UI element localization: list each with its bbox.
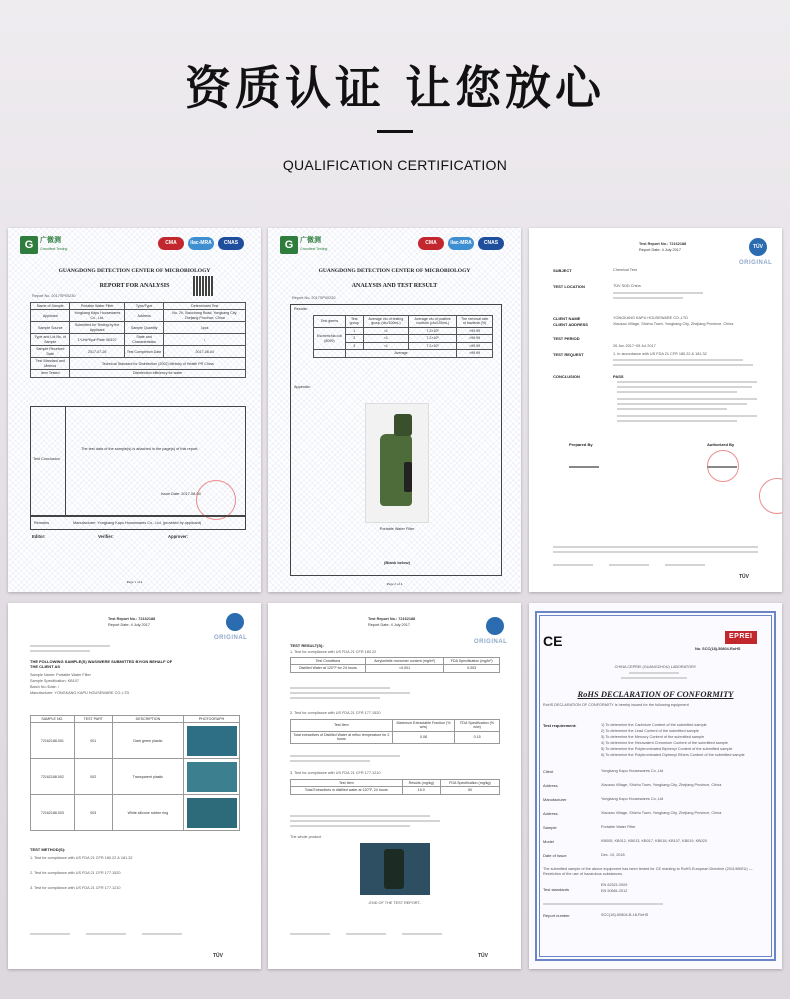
issue-date: Issue Date: 2017-08-04 [161, 492, 201, 496]
certificate-card-gd-result[interactable] [268, 228, 521, 592]
ilac-badge: ilac-MRA [188, 237, 214, 250]
result-table-3 [290, 779, 500, 795]
results-label: Results: [294, 307, 308, 311]
test-item: 2) To determine the Lead Content of the submitted sample [601, 729, 699, 733]
ce-mark-icon: CE [543, 633, 563, 649]
editor-label: Editor: [32, 534, 46, 539]
test-period-value: 26 Jun 2017~05 Jul 2017 [613, 344, 656, 348]
sample-name: Sample Name: Portable Water Filter [30, 673, 91, 677]
address-label: Address [543, 783, 558, 788]
table-row: Sample Received Date 2017-07-26 Test Completion Date 2017-08-04 [31, 346, 246, 358]
rohs-title: RoHS DECLARATION OF CONFORMITY [577, 689, 734, 699]
original-watermark: ORIGINAL [474, 639, 508, 645]
results-table [313, 315, 493, 358]
batch-no: Batch No./Date: / [30, 685, 59, 689]
eprei-logo: EPREI [725, 631, 757, 644]
cma-badge: CMA [158, 237, 184, 250]
table-row: 72162188.001 001 Dark green plastic [31, 723, 240, 759]
approver-label: Approver: [168, 534, 189, 539]
remarks-box [30, 516, 246, 530]
sample-label: Sample [543, 825, 557, 830]
table-row: Test Conditions Acrylonitrile monomer content (mg/in²) FDA Specification (mg/in²) [291, 658, 500, 665]
report-date: Report Date: 4 July 2017 [368, 623, 411, 627]
remarks-text: Manufacturer: Yongkang Kapu Housewares Co., Ltd. (provided by applicant) [73, 521, 202, 525]
cnas-badge: CNAS [218, 237, 244, 250]
report-number: Report No. 2017SP00230 [292, 296, 336, 300]
client-address-label: CLIENT ADDRESS [553, 322, 588, 327]
test-request-label: TEST REQUEST [553, 352, 584, 357]
standard-item: EN 62321:2009 [601, 883, 628, 887]
method-item: 1. Test for compliance with US FDA 21 CFR 180.22 & 181.32 [30, 856, 133, 860]
table-row: Test germs Test group Average cfu of testing group (cfu/100mL) Average cfu of positive controls (cfu/100mL) The removal rate of bacteria (%) [314, 316, 493, 328]
address-value: Xiaozao Village, Shizhu Town, Yongkang City, Zhejiang Province, China [601, 811, 722, 815]
client-value: Yongkang Kapu Housewares Co.,Ltd [601, 769, 664, 773]
gd-logo-subtext: Grandtest Testing [300, 247, 328, 251]
table-row: 3 <1 7.2×10⁵ >99.99 [314, 342, 493, 349]
photo-caption: Portable Water Filter [379, 527, 415, 531]
official-seal-icon [196, 480, 236, 520]
signature-icon [707, 466, 737, 468]
sample-photo [187, 798, 237, 828]
sample-photo [187, 726, 237, 756]
test-item: 3) To determine the Mercury Content of the submitted sample [601, 735, 705, 739]
standard-item: EN 50581:2012 [601, 889, 628, 893]
section-1-title: 1. Test for compliance with US FDA 21 CFR 180.22 [290, 650, 377, 654]
model-value: KB005, KB012, KB013, KB017, KB018, KB107, KB019, KB020 [601, 839, 707, 843]
test-requirement-label: Test requirement: [543, 723, 577, 728]
original-watermark: ORIGINAL [214, 635, 248, 641]
client-label: Client [543, 769, 554, 774]
water-filter-icon [384, 849, 404, 889]
authorized-by-label: Authorized By [707, 442, 735, 447]
client-address-value: Xiaozao Village, Shizhu Town, Yongkang City, Zhejiang Province, China [613, 322, 734, 326]
table-row: Test Item Results (mg/kg) FDA Specification (mg/kg) [291, 780, 500, 787]
table-row: SAMPLE NO. TEST PART DESCRIPTION PHOTOGRAPH [31, 716, 240, 723]
location-label: TEST LOCATION [553, 284, 585, 289]
org-name: GUANGDONG DETECTION CENTER OF MICROBIOLOGY [318, 268, 471, 274]
test-period-label: TEST PERIOD [553, 336, 580, 341]
table-row: Test Item Maximum Extractable Fraction (% w/w) FDA Specification (% w/w) [291, 720, 500, 732]
table-row: Total Extractives in distilled water at 120°F, 24 hours 15.0 50 [291, 787, 500, 794]
gd-logo-icon: G [20, 236, 38, 254]
method-item: 3. Test for compliance with US FDA 21 CFR 177.1210 [30, 886, 121, 890]
tuv-footer-logo: TÜV [739, 574, 749, 580]
table-row: Distilled Water at 120°F for 24 hours <0.001 0.003 [291, 665, 500, 672]
tuv-logo-icon: TÜV [749, 238, 767, 256]
address-value: Xiaozao Village, Shizhu Town, Yongkang City, Zhejiang Province, China [601, 783, 722, 787]
subject-label: SUBJECT [553, 268, 572, 273]
report-date: Report Date: 4 July 2017 [108, 623, 151, 627]
report-number: Test Report No.: 72162188 [639, 242, 687, 246]
certificate-card-tuv-summary[interactable] [529, 228, 782, 592]
end-of-report: -END OF THE TEST REPORT- [368, 901, 421, 905]
sample-info-table [30, 302, 246, 378]
original-watermark: ORIGINAL [739, 260, 773, 266]
conclusion-value: PASS [613, 374, 624, 379]
gd-logo-text: 广微测 [40, 237, 61, 244]
table-row: Item Tested Disinfection efficiency for water [31, 370, 246, 377]
certificate-card-tuv-results[interactable] [268, 603, 521, 969]
report-date: Report Date: 4 July 2017 [639, 248, 682, 252]
partial-seal-icon [759, 478, 782, 514]
section-3-title: 3. Test for compliance with US FDA 21 CFR 177.1210 [290, 771, 381, 775]
page-title: 资质认证 让您放心 [184, 61, 605, 115]
certificate-card-tuv-samples[interactable] [8, 603, 261, 969]
tuv-footer-logo: TÜV [213, 953, 223, 959]
certificate-number: No. SCC(18)-50804-RoHS [695, 647, 741, 651]
conformity-statement: The submitted sample of the above equipment has been tested for CE marking to RoHS European Directive (2011/65/EU) — Restriction of the use of hazardous substances. [543, 867, 753, 876]
table-row: Name of Sample Portable Water Filter Type/Type Determinant Test [31, 303, 246, 310]
table-row: Type and Lot No. of Sample 1*Unit*Kpa*Plate XB107 State and Characteristics / [31, 334, 246, 346]
client-name-value: YONGKANG KAPU HOUSEWARE CO.,LTD [613, 316, 688, 320]
page-number: Page 2 of 4 [386, 582, 403, 586]
signature-icon [569, 466, 599, 468]
test-item: 6) To determine the Polybrominated Diphenyl Ethers Content of the submitted sample [601, 753, 745, 757]
certificate-card-gd-report[interactable] [8, 228, 261, 592]
cma-badge: CMA [418, 237, 444, 250]
qr-code-icon [193, 276, 213, 296]
report-number-value: SCC(18)-50804-B-18-RoHS [601, 913, 649, 917]
page-number: Page 1 of 4 [126, 580, 143, 584]
table-row: Average >99.99 [314, 350, 493, 357]
result-table-1 [290, 657, 500, 673]
result-title: ANALYSIS AND TEST RESULT [351, 283, 438, 289]
results-label: TEST RESULT(S): [290, 643, 324, 648]
location-value: TÜV SÜD China [613, 284, 641, 288]
manufacturer-value: Yongkang Kapu Housewares Co.,Ltd [601, 797, 664, 801]
test-standards-label: Test standards [543, 887, 570, 892]
page-subtitle: QUALIFICATION CERTIFICATION [282, 157, 508, 173]
remarks-label: Remarks [34, 521, 50, 525]
test-request-value: 1. In accordance with US FDA 21 CFR 180.22 & 181.32 [613, 352, 707, 356]
method-item: 2. Test for compliance with US FDA 21 CFR 177.1520 [30, 871, 121, 875]
conclusion-label: CONCLUSION [553, 374, 580, 379]
table-row: 72162188.003 003 White silicone rubber ring [31, 795, 240, 831]
certificate-card-rohs[interactable] [529, 603, 782, 969]
manufacturer: Manufacturer: YONGKANG KAPU HOUSEWARE CO.,LTD [30, 691, 130, 695]
intro-text: THE FOLLOWING SAMPLE(S) WAS/WERE SUBMITTED BY/ON BEHALF OF THE CLIENT AS [30, 659, 173, 669]
result-table-2 [290, 719, 500, 744]
tuv-logo-icon [226, 613, 244, 631]
samples-table [30, 715, 240, 831]
lab-name: CHINA CEPREI (GUANGZHOU) LABORATORY [614, 665, 697, 669]
test-item: 5) To determine the Polybrominated Biphenyl Content of the submitted sample [601, 747, 733, 751]
tuv-footer-logo: TÜV [478, 953, 488, 959]
table-row: Total extractives of Distilled Water at reflux temperature for 2 hours 0.08 0.15 [291, 731, 500, 743]
report-number: Test Report No.: 72162188 [108, 617, 156, 621]
sample-photo [187, 762, 237, 792]
ilac-badge: ilac-MRA [448, 237, 474, 250]
report-title: REPORT FOR ANALYSIS [99, 283, 170, 289]
report-number-label: Report number [543, 913, 570, 918]
manufacturer-label: Manufacturer [543, 797, 567, 802]
table-row: 72162188.002 002 Transparent plastic [31, 759, 240, 795]
test-item: 1) To determine the Cadmium Content of the submitted sample [601, 723, 707, 727]
test-item: 4) To determine the Hexavalent Chromium Content of the submitted sample [601, 741, 728, 745]
gd-logo-icon: G [280, 236, 298, 254]
appendix-label: Appendix: [294, 385, 311, 389]
photo-label: The whole product [290, 835, 322, 839]
rohs-subtitle: RoHS DECLARATION OF CONFORMITY is hereby issued for the following equipment [543, 703, 689, 707]
prepared-by-label: Prepared By [569, 442, 593, 447]
org-name: GUANGDONG DETECTION CENTER OF MICROBIOLOGY [58, 268, 211, 274]
title-underline [377, 130, 413, 133]
table-row: Test Standard and Method Technical Standard for Disinfection (2002) Ministry of Health PR China [31, 358, 246, 370]
conclusion-label: Test Conclusion [33, 457, 60, 461]
issue-date-value: Dec. 10, 2018 [601, 853, 625, 857]
report-number: Report No. 2017SP00230 [32, 294, 76, 298]
verifier-label: Verifier: [98, 534, 114, 539]
client-name-label: CLIENT NAME [553, 316, 581, 321]
issue-date-label: Date of Issue [543, 853, 567, 858]
product-photo [360, 843, 430, 895]
model-label: Model [543, 839, 554, 844]
gd-logo-text: 广微测 [300, 237, 321, 244]
table-row: 2 <1 7.2×10⁵ >99.99 [314, 335, 493, 342]
page-header [0, 0, 790, 225]
cnas-badge: CNAS [478, 237, 504, 250]
tuv-logo-icon [486, 617, 504, 635]
gd-logo-subtext: Grandtest Testing [40, 247, 68, 251]
report-number: Test Report No.: 72162188 [368, 617, 416, 621]
table-row: Sample Source Submitted for Testing by the Applicant Sample Quantity 1pcs [31, 322, 246, 334]
blank-below-note: (Blank below) [383, 560, 410, 565]
methods-label: TEST METHOD(S): [30, 847, 66, 852]
address-label: Address [543, 811, 558, 816]
subject-value: Chemical Test [613, 268, 637, 272]
section-2-title: 2. Test for compliance with US FDA 21 CFR 177.1520 [290, 711, 381, 715]
table-row: Escherichia coli (8099) 1 <1 7.2×10⁵ >99.99 [314, 327, 493, 334]
table-row: Applicant Yongkang Kapu Housewares Co., Ltd. Address No. 29, Xiaochang Road, Yongkang City, Zhejiang Province, China [31, 310, 246, 322]
results-frame [290, 304, 502, 576]
sample-spec: Sample Specification: KB107 [30, 679, 79, 683]
product-photo [365, 403, 429, 523]
conclusion-text: The test data of the sample(s) is attached in the page(s) of this report. [81, 447, 199, 451]
sample-value: Portable Water Filter [601, 825, 636, 829]
